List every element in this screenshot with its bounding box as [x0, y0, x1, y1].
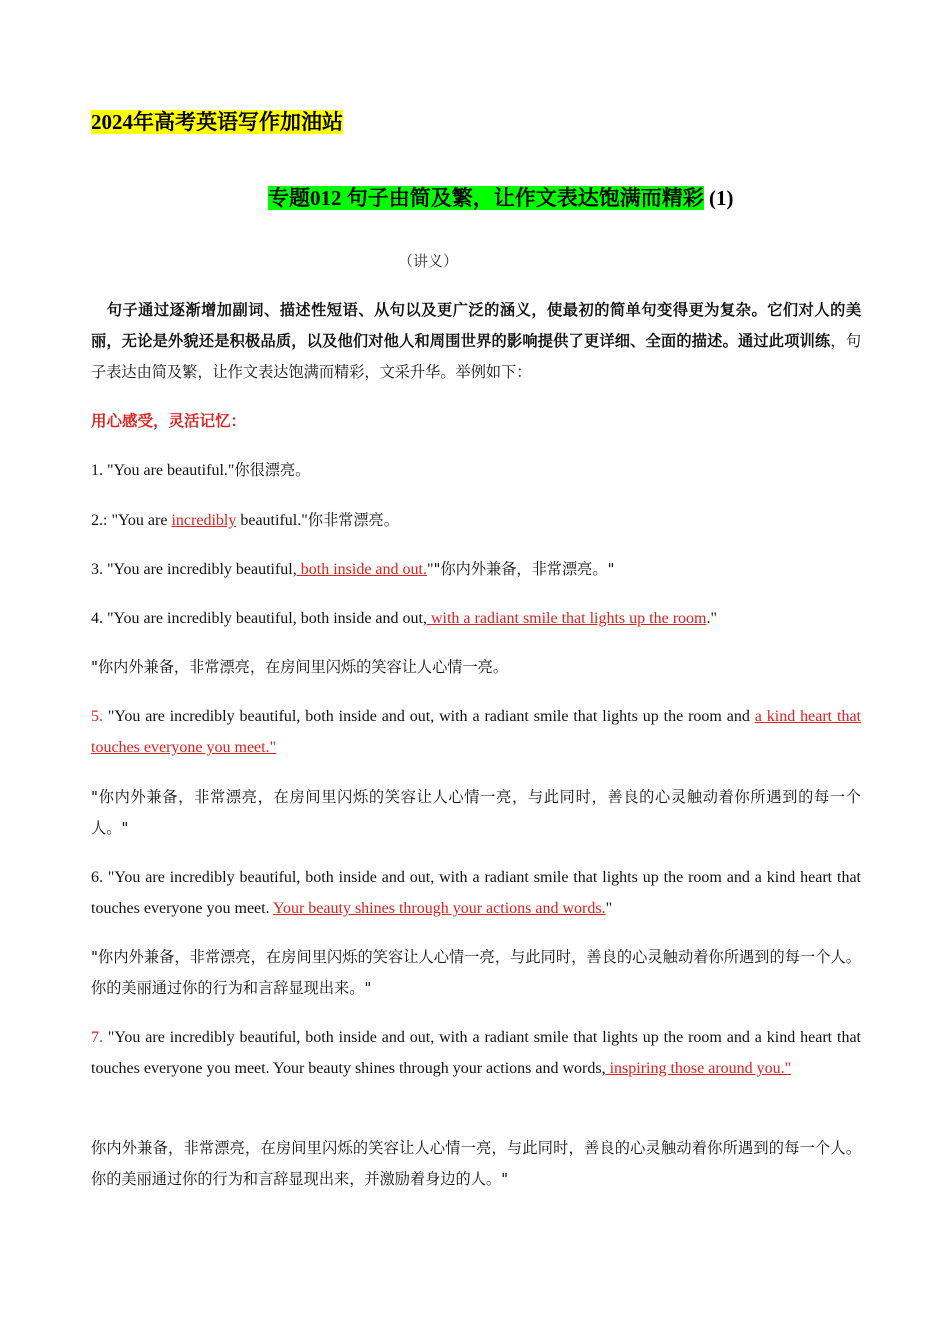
- example-6: [91, 862, 861, 924]
- section-label: 用心感受，灵活记忆：: [91, 412, 247, 430]
- example-5-translation: [91, 782, 861, 844]
- example-7: [91, 1022, 861, 1084]
- example-4-en-end: .": [706, 610, 718, 627]
- document-title: [91, 108, 343, 136]
- intro-paragraph: [91, 295, 861, 388]
- intro-bold: 句子通过逐渐增加副词、描述性短语、从句以及更广泛的涵义，使最初的简单句变得更为复杂。它们对人的美丽，无论是外貌还是积极品质，以及他们对他人和周围世界的影响提供了更详细、全面的描述。通过此项训练: [91, 301, 862, 350]
- example-3-en: 3. "You are incredibly beautiful,: [91, 561, 297, 578]
- topic-suffix: (1): [709, 186, 734, 210]
- example-7-cn: 你内外兼备，非常漂亮，在房间里闪烁的笑容让人心情一亮，与此同时，善良的心灵触动着你所遇到的每一个人。你的美丽通过你的行为和言辞显现出来，并激励着身边的人。": [91, 1139, 861, 1188]
- example-6-cn: "你内外兼备，非常漂亮，在房间里闪烁的笑容让人心情一亮，与此同时，善良的心灵触动着你所遇到的每一个人。你的美丽通过你的行为和言辞显现出来。": [91, 948, 861, 997]
- example-6-en-end: ": [605, 900, 613, 917]
- intro-normal: ，句子表达由简及繁，让作文表达饱满而精彩，文采升华。举例如下：: [91, 332, 862, 381]
- example-3: [91, 554, 861, 585]
- example-7-en: "You are incredibly beautiful, both inside and out, with a radiant smile that lights up the room and a kind heart that touches everyone you meet. Your beauty shines through your actions and words,: [91, 1029, 861, 1077]
- example-5-highlight: a kind heart that touches everyone you meet.": [91, 708, 861, 756]
- example-4-highlight: with a radiant smile that lights up the room: [426, 610, 707, 627]
- example-6-en: 6. "You are incredibly beautiful, both inside and out, with a radiant smile that lights up the room and a kind heart that touches everyone you meet.: [91, 869, 861, 917]
- example-6-highlight: Your beauty shines through your actions and words.: [273, 900, 606, 917]
- example-1-en: 1. "You are beautiful.": [91, 462, 235, 479]
- example-2-en-end: beautiful.": [236, 512, 308, 529]
- example-4-translation: [91, 652, 861, 683]
- example-5-number: 5.: [91, 708, 103, 725]
- example-2-en: 2.: "You are: [91, 512, 172, 529]
- example-5-en: "You are incredibly beautiful, both inside and out, with a radiant smile that lights up the room and: [103, 708, 755, 725]
- example-7-highlight: inspiring those around you.": [605, 1060, 792, 1077]
- topic-highlight: 专题012 句子由简及繁，让作文表达饱满而精彩: [268, 186, 704, 210]
- example-3-en-end: ": [426, 561, 434, 578]
- example-1-cn: 你很漂亮。: [234, 461, 311, 479]
- example-4: [91, 603, 861, 634]
- example-6-translation: [91, 942, 861, 1004]
- example-1: [91, 455, 861, 486]
- example-2-highlight: incredibly: [171, 512, 237, 529]
- example-5: [91, 701, 861, 763]
- example-4-en: 4. "You are incredibly beautiful, both inside and out,: [91, 610, 427, 627]
- title-highlight: 2024年高考英语写作加油站: [91, 110, 343, 134]
- topic-heading: [268, 183, 734, 213]
- example-2: [91, 505, 861, 536]
- example-3-highlight: both inside and out.: [296, 561, 427, 578]
- example-5-cn: "你内外兼备，非常漂亮，在房间里闪烁的笑容让人心情一亮，与此同时，善良的心灵触动着你所遇到的每一个人。": [91, 788, 861, 837]
- example-7-translation: [91, 1133, 861, 1195]
- subtitle: （讲义）: [398, 252, 459, 270]
- example-3-cn: "你内外兼备，非常漂亮。": [433, 560, 615, 578]
- example-2-cn: 你非常漂亮。: [307, 511, 399, 529]
- example-4-cn: "你内外兼备，非常漂亮，在房间里闪烁的笑容让人心情一亮。: [91, 658, 509, 676]
- example-7-number: 7.: [91, 1029, 103, 1046]
